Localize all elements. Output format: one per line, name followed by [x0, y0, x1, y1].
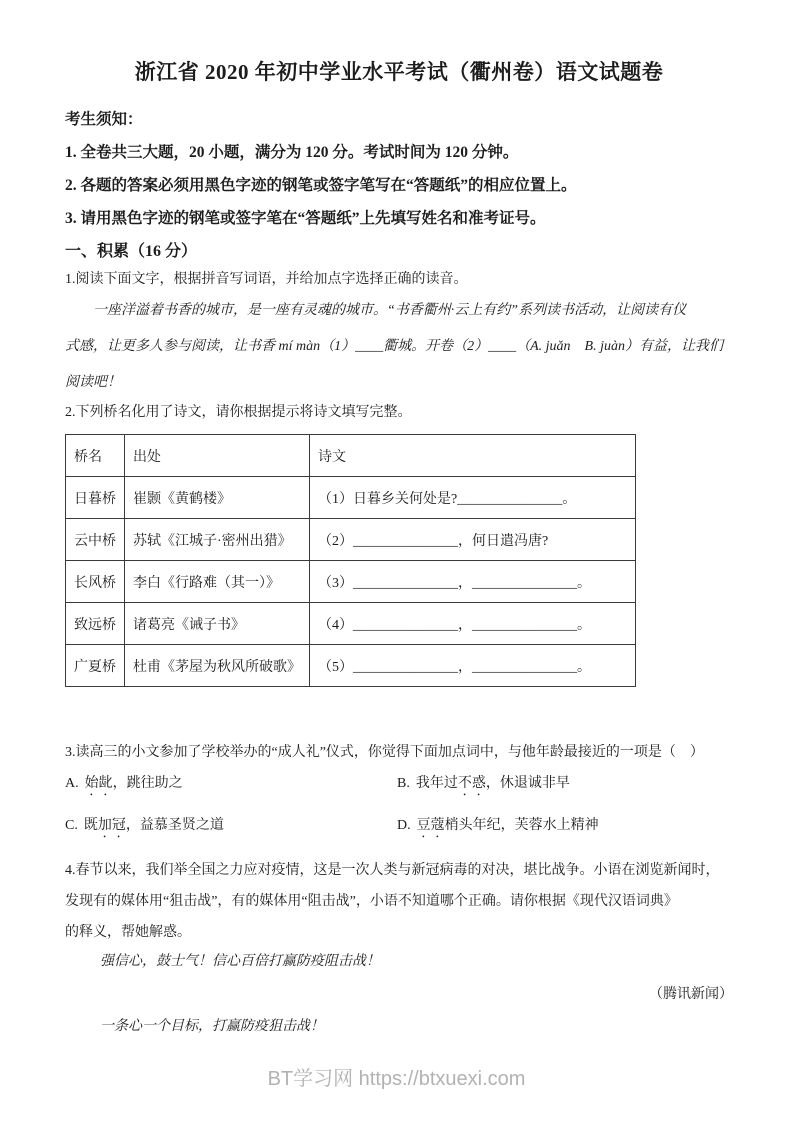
bridge-poem-table — [65, 434, 636, 687]
reading-passage — [65, 293, 733, 401]
header-cell-source: 出处 — [125, 435, 310, 477]
notice-heading: 考生须知： — [65, 111, 143, 128]
passage-line: 一座洋溢着书香的城市，是一座有灵魂的城市。“书香衢州·云上有约”系列读书活动，让阅读有仪 — [93, 303, 687, 318]
page-title: 浙江省 2020 年初中学业水平考试（衢州卷）语文试题卷 — [134, 60, 664, 84]
bridge-name-cell: 广夏桥 — [66, 645, 125, 687]
source-cell: 苏轼《江城子·密州出猎》 — [125, 519, 310, 561]
option-text: ，益慕圣贤之道 — [125, 818, 224, 833]
option-label: D. — [397, 818, 411, 833]
option-label: A. — [65, 776, 79, 791]
option-text: ，跳往助之 — [112, 776, 183, 791]
option-text: 既 — [83, 818, 98, 833]
notice-item: 3. 请用黑色字迹的钢笔或签字笔在“答题纸”上先填写姓名和准考证号。 — [65, 210, 546, 227]
question-3-stem: 3.读高三的小文参加了学校举办的“成人礼”仪式，你觉得下面加点词中，与他年龄最接近的一项是（ ） — [65, 745, 704, 760]
option-text: ，休退诚非早 — [485, 776, 570, 791]
option-c — [65, 816, 397, 841]
table-row — [66, 645, 636, 687]
header-cell-bridge: 桥名 — [66, 435, 125, 477]
question-4-line: 的释义，帮她解惑。 — [65, 925, 191, 940]
watermark-footer: BT学习网 https://btxuexi.com — [267, 1068, 526, 1090]
question-4-stem — [65, 855, 733, 948]
table-row — [66, 603, 636, 645]
table-header-row — [66, 435, 636, 477]
slogan-line-2: 一条心一个目标，打赢防疫狙击战！ — [100, 1019, 324, 1034]
option-text: 我年过 — [415, 776, 458, 791]
emphasized-word: 豆蔻 — [416, 818, 445, 833]
option-label: B. — [397, 776, 410, 791]
question-4-line: 发现有的媒体用“狙击战”，有的媒体用“阻击战”，小语不知道哪个正确。请你根据《现代汉语词典》 — [65, 894, 678, 909]
bridge-name-cell: 云中桥 — [66, 519, 125, 561]
notice-item: 2. 各题的答案必须用黑色字迹的钢笔或签字笔写在“答题纸”的相应位置上。 — [65, 177, 577, 194]
passage-line: 阅读吧！ — [65, 375, 121, 390]
news-source: （腾讯新闻） — [649, 987, 733, 1002]
option-text: 梢头年纪，芙蓉水上精神 — [444, 818, 599, 833]
bridge-name-cell: 日暮桥 — [66, 477, 125, 519]
notice-item: 1. 全卷共三大题，20 小题，满分为 120 分。考试时间为 120 分钟。 — [65, 144, 519, 161]
verse-cell: （2）_______________，何日遣冯唐? — [310, 519, 636, 561]
emphasized-word: 始龀 — [84, 776, 113, 791]
verse-cell: （3）_______________，_______________。 — [310, 561, 636, 603]
source-cell: 崔颢《黄鹤楼》 — [125, 477, 310, 519]
slogan-line-1: 强信心，鼓士气！信心百倍打赢防疫阻击战！ — [100, 954, 380, 969]
header-cell-verse: 诗文 — [310, 435, 636, 477]
question-3-options — [65, 774, 733, 841]
table-row — [66, 477, 636, 519]
question-2-stem: 2.下列桥名化用了诗文，请你根据提示将诗文填写完整。 — [65, 405, 412, 420]
question-1-stem: 1.阅读下面文字，根据拼音写词语，并给加点字选择正确的读音。 — [65, 272, 468, 287]
emphasized-word: 加冠 — [97, 818, 126, 833]
source-cell: 李白《行路难（其一）》 — [125, 561, 310, 603]
section-1-heading: 一、积累（16 分） — [65, 243, 198, 260]
verse-cell: （1）日暮乡关何处是?_______________。 — [310, 477, 636, 519]
verse-cell: （4）_______________，_______________。 — [310, 603, 636, 645]
passage-line: 式感，让更多人参与阅读，让书香 mí màn（1）____衢城。开卷（2）____（A. juǎn B. juàn）有益，让我们 — [65, 339, 723, 354]
source-cell: 杜甫《茅屋为秋风所破歌》 — [125, 645, 310, 687]
bridge-name-cell: 长风桥 — [66, 561, 125, 603]
table-row — [66, 561, 636, 603]
bridge-name-cell: 致远桥 — [66, 603, 125, 645]
option-b — [397, 774, 733, 799]
option-label: C. — [65, 818, 78, 833]
option-d — [397, 816, 733, 841]
page-content — [0, 56, 793, 1037]
emphasized-word: 不惑 — [457, 776, 486, 791]
table-row — [66, 519, 636, 561]
option-a — [65, 774, 397, 799]
question-4-line: 4.春节以来，我们举全国之力应对疫情，这是一次人类与新冠病毒的对决，堪比战争。小语在浏览新闻时， — [65, 863, 720, 878]
candidate-notice — [65, 110, 733, 229]
source-cell: 诸葛亮《诫子书》 — [125, 603, 310, 645]
verse-cell: （5）_______________，_______________。 — [310, 645, 636, 687]
